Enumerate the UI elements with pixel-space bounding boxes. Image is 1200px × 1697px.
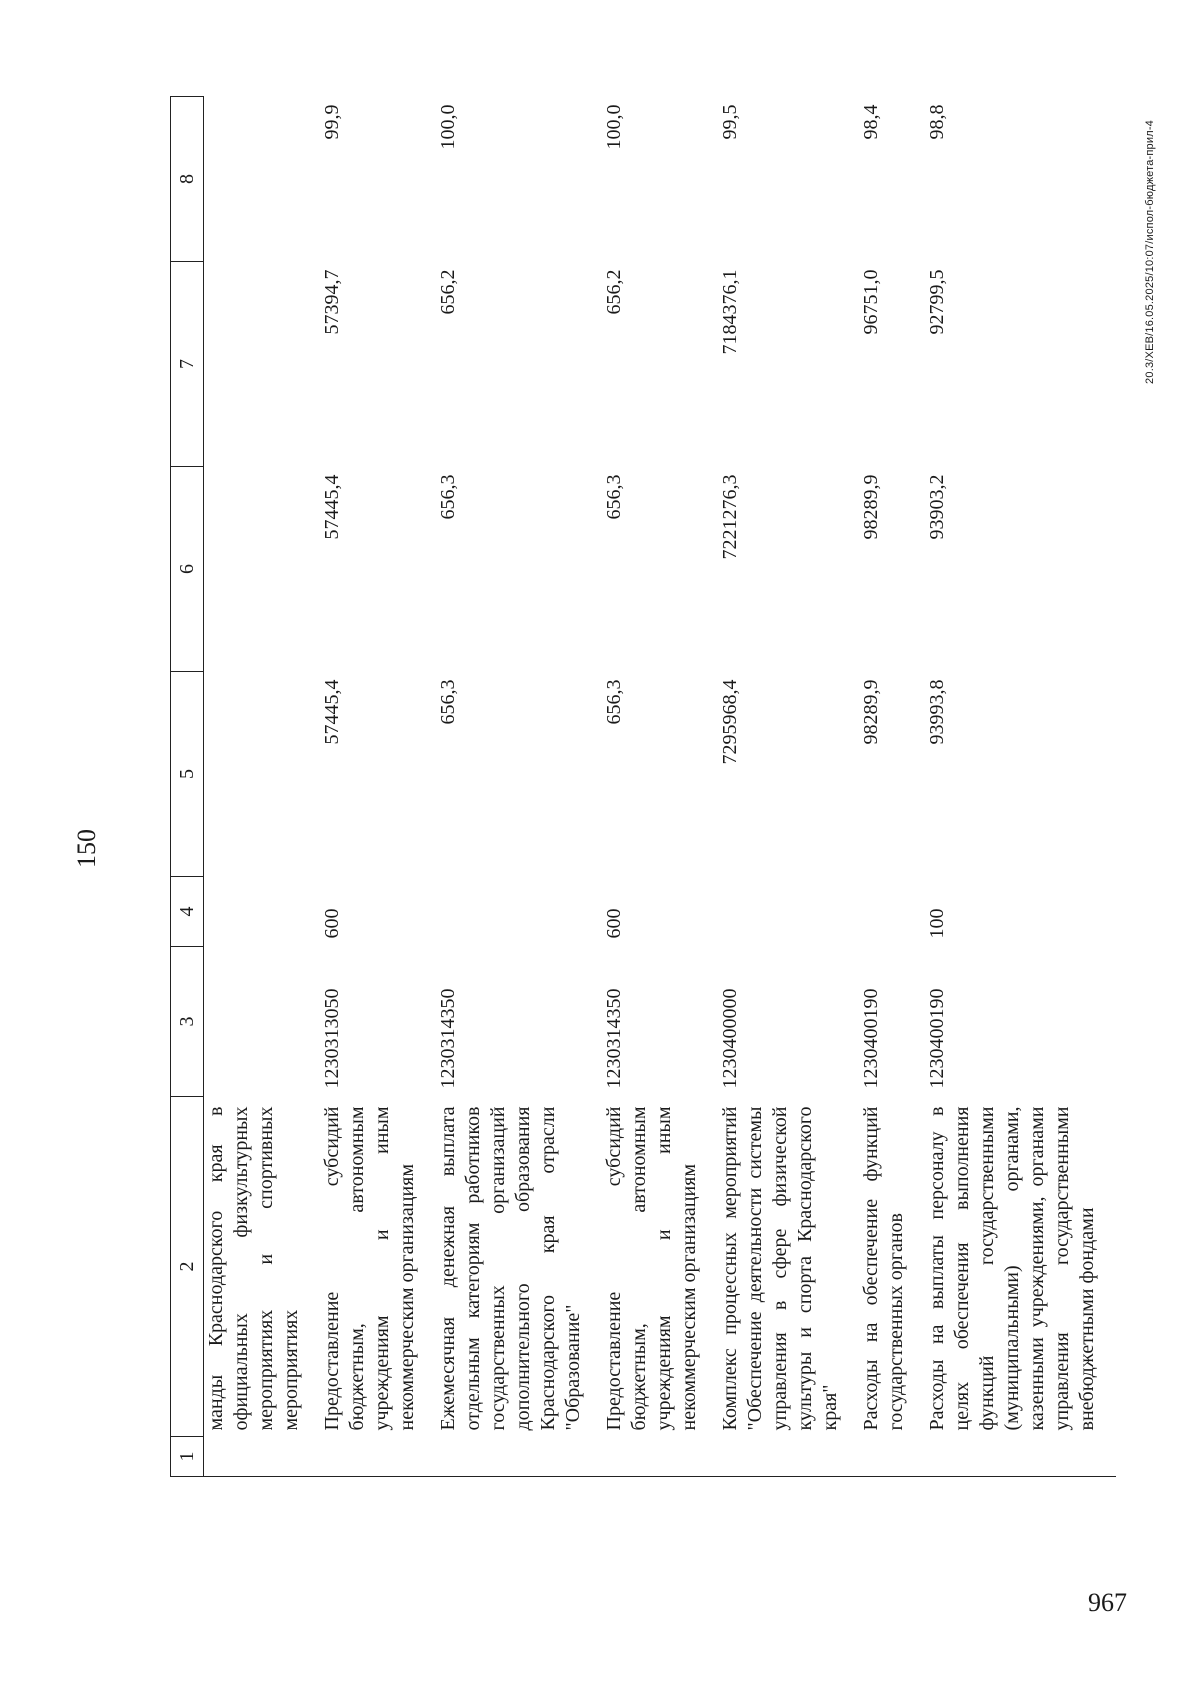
table-row: [320, 97, 436, 1477]
cell-code: [436, 1437, 602, 1477]
cell-description: Расходы на выплаты персоналу в целях обеспечения выполнения функций государственными (муниципальными) органами, казенными учреждениями, органами управления государственными внебюджетными фондами: [926, 1106, 1098, 1431]
cell-value-5: 93993,8: [926, 679, 948, 745]
cell-percent: 99,5: [719, 104, 741, 140]
cell-value-6: 7221276,3: [719, 474, 741, 560]
cell-percent: [204, 97, 321, 262]
cell-percent: 100,0: [437, 104, 459, 150]
cell-value-7: [204, 262, 321, 467]
cell-description: Предоставление субсидий бюджетным, автономным учреждениям и иным некоммерческим организациям: [321, 1106, 418, 1431]
cell-description: манды Краснодарского края в официальных физкультурных мероприятиях и спортивных мероприятиях: [205, 1106, 302, 1431]
cell-code: [204, 1437, 321, 1477]
cell-value-5: 98289,9: [860, 679, 882, 745]
cell-expense-type: [204, 877, 321, 947]
cell-code: [718, 1437, 859, 1477]
cell-expense-type: [859, 877, 925, 947]
cell-value-7: 656,2: [437, 269, 459, 315]
cell-description: Ежемесячная денежная выплата отдельным категориям работников государственных организаций дополнительного образования Краснодарского края отрасли "Образование": [437, 1106, 584, 1431]
cell-target-article: [204, 947, 321, 1097]
table-row: [859, 97, 925, 1477]
cell-value-5: 656,3: [437, 679, 459, 725]
table-row: [718, 97, 859, 1477]
cell-value-6: 656,3: [437, 474, 459, 520]
cell-code: [925, 1437, 1116, 1477]
cell-percent: 98,4: [860, 104, 882, 140]
cell-expense-type: [436, 877, 602, 947]
cell-target-article: 1230400000: [719, 988, 741, 1089]
cell-code: [602, 1437, 718, 1477]
column-header: 7: [171, 262, 204, 467]
cell-expense-type: 100: [926, 908, 948, 939]
cell-expense-type: [718, 877, 859, 947]
column-header: 3: [171, 947, 204, 1097]
cell-code: [320, 1437, 436, 1477]
cell-value-7: 92799,5: [926, 269, 948, 335]
cell-value-7: 7184376,1: [719, 269, 741, 355]
table-row: [436, 97, 602, 1477]
table-header-row: [171, 97, 204, 1477]
table-row: [204, 97, 321, 1477]
cell-description: Комплекс процессных мероприятий "Обеспечение деятельности системы управления в сфере физической культуры и спорта Краснодарского края": [719, 1106, 841, 1431]
budget-table: [170, 96, 1116, 1477]
column-header: 4: [171, 877, 204, 947]
cell-target-article: 1230313050: [321, 988, 343, 1089]
column-header: 2: [171, 1097, 204, 1437]
cell-description: Расходы на обеспечение функций государственных органов: [860, 1106, 907, 1431]
cell-value-6: 656,3: [603, 474, 625, 520]
cell-code: [859, 1437, 925, 1477]
cell-target-article: 1230314350: [603, 988, 625, 1089]
cell-target-article: 1230400190: [860, 988, 882, 1089]
cell-percent: 99,9: [321, 104, 343, 140]
cell-target-article: 1230314350: [437, 988, 459, 1089]
cell-value-6: 57445,4: [321, 474, 343, 540]
column-header: 8: [171, 97, 204, 262]
cell-value-5: 7295968,4: [719, 679, 741, 765]
cell-value-6: 93903,2: [926, 474, 948, 540]
cell-value-7: 96751,0: [860, 269, 882, 335]
cell-description: Предоставление субсидий бюджетным, автономным учреждениям и иным некоммерческим организациям: [603, 1106, 700, 1431]
cell-value-5: 57445,4: [321, 679, 343, 745]
column-header: 5: [171, 672, 204, 877]
column-header: 1: [171, 1437, 204, 1477]
column-header: 6: [171, 467, 204, 672]
cell-value-7: 57394,7: [321, 269, 343, 335]
cell-value-6: [204, 467, 321, 672]
cell-expense-type: 600: [321, 908, 343, 939]
sheet-number: 967: [1088, 1588, 1127, 1617]
cell-value-5: [204, 672, 321, 877]
cell-value-6: 98289,9: [860, 474, 882, 540]
document-code: 20.3/XEB/16.05.2025/10:07/испол-бюджета-прил-4: [1144, 120, 1156, 384]
table-row: [602, 97, 718, 1477]
page-number: 150: [72, 829, 101, 868]
cell-percent: 100,0: [603, 104, 625, 150]
cell-value-5: 656,3: [603, 679, 625, 725]
cell-percent: 98,8: [926, 104, 948, 140]
cell-value-7: 656,2: [603, 269, 625, 315]
cell-target-article: 1230400190: [926, 988, 948, 1089]
table-row: [925, 97, 1116, 1477]
cell-expense-type: 600: [603, 908, 625, 939]
